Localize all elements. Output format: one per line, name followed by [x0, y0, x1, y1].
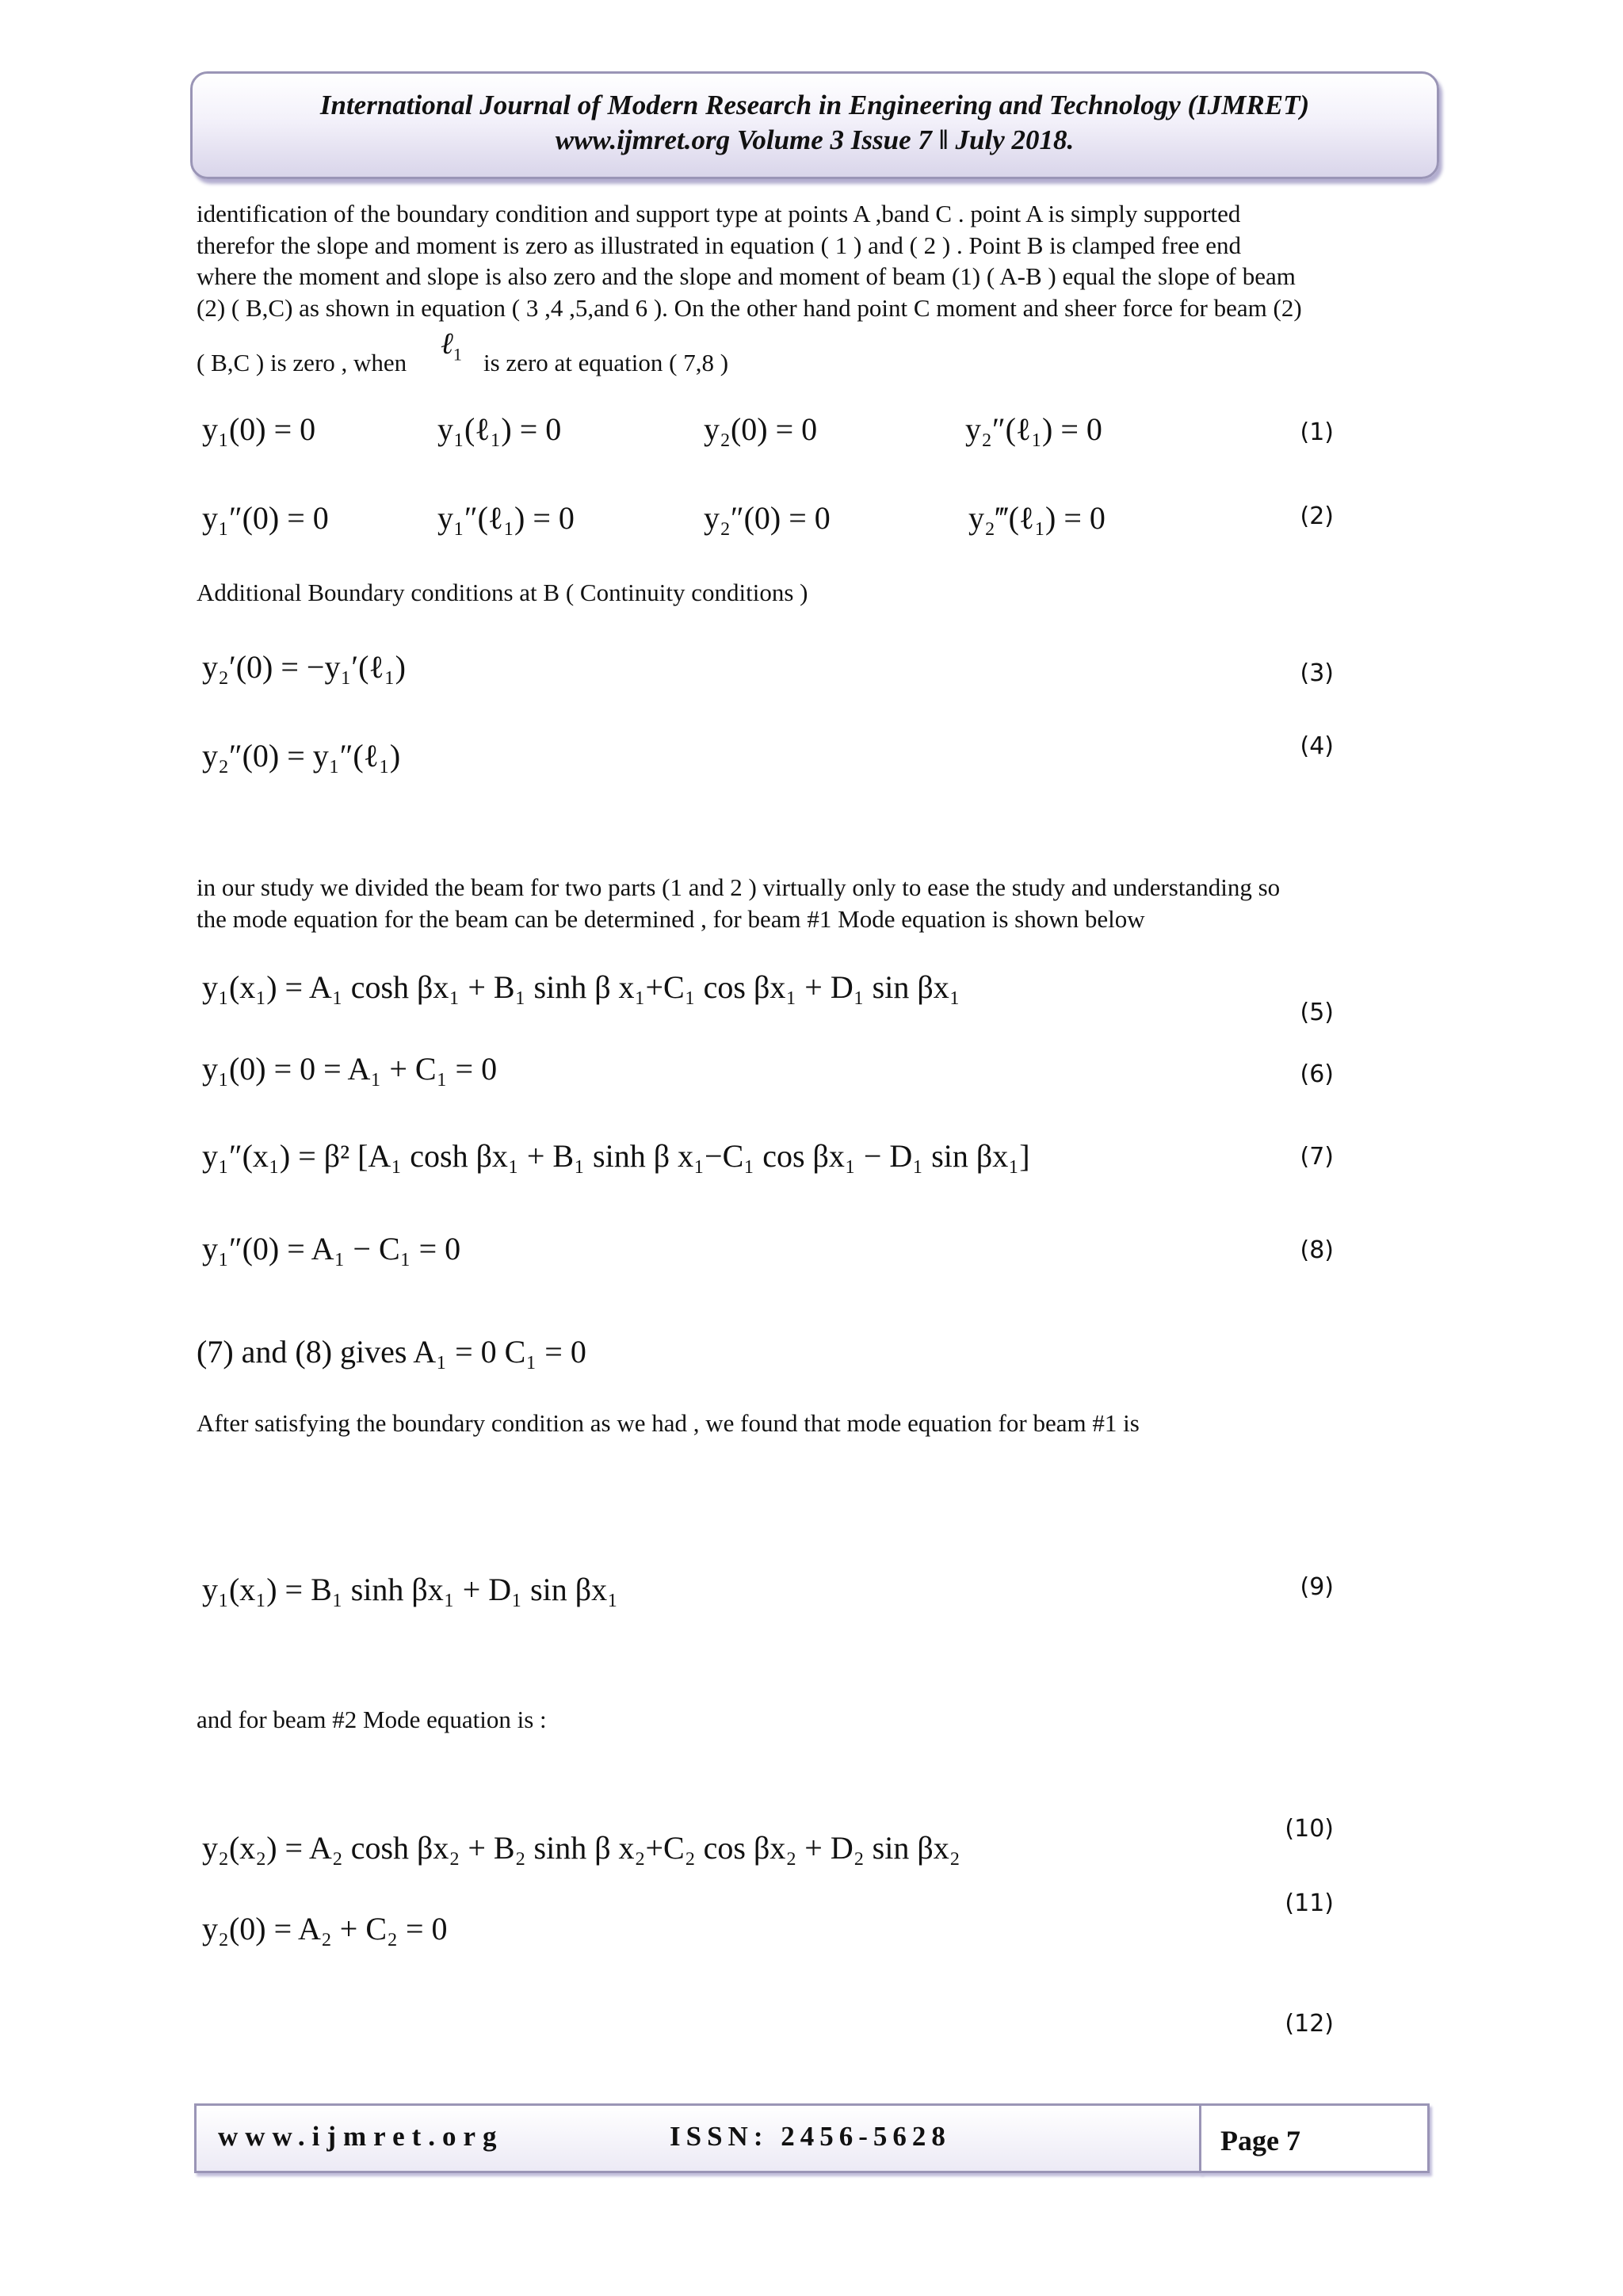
equation-2a: y₁″(0) = 0 — [202, 500, 329, 536]
equation-number: (3) — [1300, 659, 1334, 687]
equation-2d: y₂‴(ℓ₁) = 0 — [968, 500, 1106, 536]
equation-8: y₁″(0) = A₁ − C₁ = 0 — [202, 1231, 461, 1266]
page-footer — [194, 2103, 1430, 2175]
equation-number: (10) — [1285, 1815, 1334, 1843]
paragraph-line: identification of the boundary condition and support type at points A ,band C . point A is simply supported — [197, 200, 1241, 227]
equation-2b: y₁″(ℓ₁) = 0 — [437, 500, 575, 536]
journal-issue: www.ijmret.org Volume 3 Issue 7 ǁ July 2018. — [555, 124, 1075, 155]
equation-2c: y₂″(0) = 0 — [704, 500, 831, 536]
equation-3: y₂′(0) = −y₁′(ℓ₁) — [202, 649, 406, 685]
equation-1c: y₂(0) = 0 — [704, 411, 818, 447]
journal-header — [190, 71, 1439, 179]
equation-number: (8) — [1300, 1236, 1334, 1264]
equation-9: y₁(x₁) = B₁ sinh βx₁ + D₁ sin βx₁ — [202, 1572, 619, 1607]
equation-5: y₁(x₁) = A₁ cosh βx₁ + B₁ sinh β x₁+C₁ cos βx₁ + D₁ sin βx₁ — [202, 969, 960, 1005]
footer-issn: ISSN: 2456-5628 — [670, 2121, 951, 2152]
paragraph-tail-b: is zero at equation ( 7,8 ) — [483, 349, 729, 376]
gives-statement: (7) and (8) gives A₁ = 0 C₁ = 0 — [197, 1334, 586, 1370]
equation-6: y₁(0) = 0 = A₁ + C₁ = 0 — [202, 1051, 498, 1087]
equation-11: y₂(0) = A₂ + C₂ = 0 — [202, 1911, 448, 1946]
equation-number: (7) — [1300, 1143, 1334, 1171]
paragraph-line: in our study we divided the beam for two parts (1 and 2 ) virtually only to ease the study and understanding so — [197, 873, 1281, 901]
page-number: Page 7 — [1220, 2125, 1300, 2157]
paragraph-line: the mode equation for the beam can be determined , for beam #1 Mode equation is shown below — [197, 904, 1145, 933]
equation-1b: y₁(ℓ₁) = 0 — [437, 411, 562, 447]
after-satisfying-text: After satisfying the boundary condition as we had , we found that mode equation for beam #1 is — [197, 1409, 1140, 1437]
equation-1d: y₂″(ℓ₁) = 0 — [965, 411, 1102, 447]
equation-1a: y₁(0) = 0 — [202, 411, 316, 447]
equation-number: (6) — [1300, 1060, 1334, 1088]
paragraph-line: where the moment and slope is also zero and the slope and moment of beam (1) ( A-B ) equal the slope of beam — [197, 262, 1296, 290]
equation-7: y₁″(x₁) = β² [A₁ cosh βx₁ + B₁ sinh β x₁−C₁ cos βx₁ − D₁ sin βx₁] — [202, 1138, 1030, 1174]
paragraph-mode-equation — [197, 872, 1429, 934]
paragraph-line: (2) ( B,C) as shown in equation ( 3 ,4 ,5,and 6 ). On the other hand point C moment and sheer force for beam (2) — [197, 293, 1302, 322]
footer-website: www.ijmret.org — [218, 2121, 504, 2152]
ell-symbol: ℓ$_1$ — [441, 327, 462, 365]
equation-number: (5) — [1300, 999, 1334, 1026]
equation-number: (11) — [1285, 1889, 1334, 1917]
paragraph-boundary-conditions — [197, 198, 1429, 323]
equation-4: y₂″(0) = y₁″(ℓ₁) — [202, 738, 401, 774]
equation-number: (2) — [1300, 502, 1334, 530]
equation-number: (1) — [1300, 418, 1334, 446]
equation-number: (12) — [1285, 2010, 1334, 2038]
equation-number: (9) — [1300, 1573, 1334, 1601]
equation-10: y₂(x₂) = A₂ cosh βx₂ + B₂ sinh β x₂+C₂ cos βx₂ + D₂ sin βx₂ — [202, 1830, 960, 1866]
additional-conditions-heading: Additional Boundary conditions at B ( Continuity conditions ) — [197, 579, 808, 606]
equation-number: (4) — [1300, 732, 1334, 760]
paragraph-tail-a: ( B,C ) is zero , when — [197, 349, 407, 376]
paragraph-line: therefor the slope and moment is zero as illustrated in equation ( 1 ) and ( 2 ) . Point B is clamped free end — [197, 231, 1241, 259]
beam2-text: and for beam #2 Mode equation is : — [197, 1706, 547, 1733]
journal-title: International Journal of Modern Research in Engineering and Technology (IJMRET) — [319, 90, 1310, 120]
